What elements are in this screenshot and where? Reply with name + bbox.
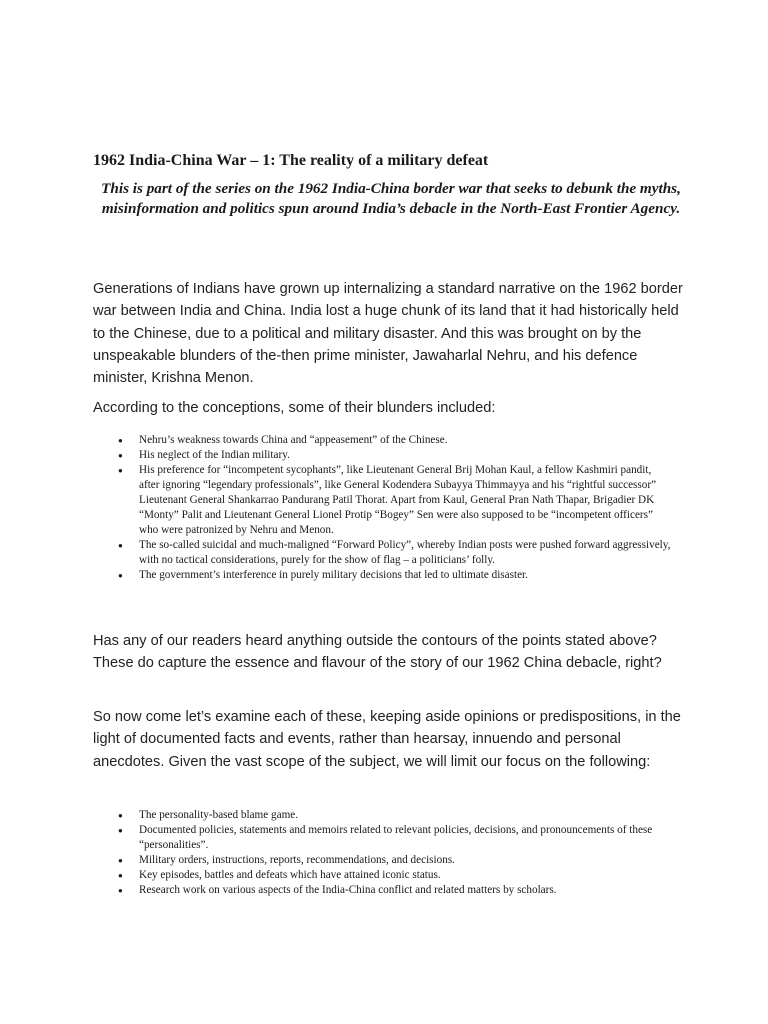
list-item: ● Key episodes, battles and defeats which have attained iconic status.	[118, 869, 441, 881]
bullet-icon: ●	[118, 811, 123, 820]
intro-paragraph: Generations of Indians have grown up internalizing a standard narrative on the 1962 border war between India and China. India lost a huge chunk of its land that it had historically held to the Chinese, due to a political and military disaster. And this was brought on by the unspeakable blunders of the-then prime minister, Jawaharlal Nehru, and his defence minister, Krishna Menon.	[93, 281, 683, 387]
bullet-icon: ●	[118, 886, 123, 895]
bullet-icon: ●	[118, 826, 123, 835]
bullet-icon: ●	[118, 856, 123, 865]
list-item: ● Research work on various aspects of the India-China conflict and related matters by scholars.	[118, 884, 557, 896]
list-item: ● The so-called suicidal and much-maligned “Forward Policy”, whereby Indian posts were pushed forward aggressively, with no tactical considerations, purely for the show of flag – a politicians’ folly.	[118, 539, 671, 566]
examination-paragraph: So now come let’s examine each of these, keeping aside opinions or predispositions, in the light of documented facts and events, rather than hearsay, innuendo and personal anecdotes. Given the vast scope of the subject, we will limit our focus on the following:	[93, 709, 681, 770]
bullet-icon: ●	[118, 541, 123, 550]
bullet-icon: ●	[118, 466, 123, 475]
bullet-icon: ●	[118, 436, 123, 445]
list-item: ● His preference for “incompetent sycophants”, like Lieutenant General Brij Mohan Kaul, a fellow Kashmiri pandit, after ignoring “legendary professionals”, like General Kodendera Subayya Thimmayya and his “rightful successor” Lieutenant General Shankarrao Pandurang Patil Thorat. Apart from Kaul, General Pran Nath Thapar, Brigadier DK “Monty” Palit and Lieutenant General Lionel Protip “Bogey” Sen were also supposed to be “incompetent officers” who were patronized by Nehru and Menon.	[118, 464, 657, 536]
bullet-icon: ●	[118, 451, 123, 460]
list-item: ● Nehru’s weakness towards China and “appeasement” of the Chinese.	[118, 434, 448, 446]
blunders-list	[93, 433, 673, 583]
list-item: ● The personality-based blame game.	[118, 809, 299, 821]
readers-question-paragraph: Has any of our readers heard anything outside the contours of the points stated above? These do capture the essence and flavour of the story of our 1962 China debacle, right?	[93, 633, 662, 672]
list-item: ● Military orders, instructions, reports, recommendations, and decisions.	[118, 854, 455, 866]
bullet-icon: ●	[118, 571, 123, 580]
bullet-icon: ●	[118, 871, 123, 880]
list-item: ● His neglect of the Indian military.	[118, 449, 290, 461]
document-subtitle: This is part of the series on the 1962 India-China border war that seeks to debunk the myths, misinformation and politics spun around India’s debacle in the North-East Frontier Agency.	[101, 180, 681, 217]
list-item: ● The government’s interference in purely military decisions that led to ultimate disaster.	[118, 569, 528, 581]
blunders-intro-paragraph: According to the conceptions, some of their blunders included:	[93, 400, 496, 416]
document-title: 1962 India-China War – 1: The reality of a military defeat	[93, 152, 489, 169]
focus-list	[93, 808, 673, 898]
list-item: ● Documented policies, statements and memoirs related to relevant policies, decisions, and pronouncements of these “personalities”.	[118, 824, 653, 851]
